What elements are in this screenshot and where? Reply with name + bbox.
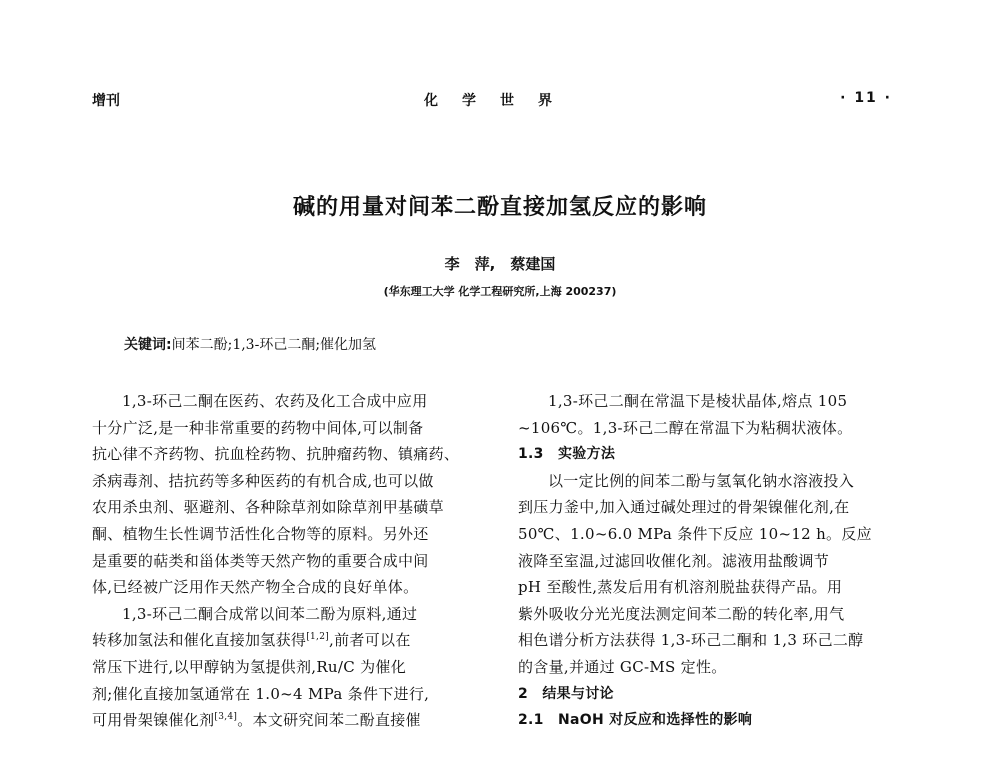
page-number: · 11 · bbox=[840, 90, 892, 106]
journal-issue-label: 增刊 bbox=[92, 93, 120, 109]
text-line: 抗心律不齐药物、抗血栓药物、抗肿瘤药物、镇痛药、 bbox=[92, 445, 460, 464]
text-line: 常压下进行,以甲醇钠为氢提供剂,Ru/C 为催化 bbox=[92, 657, 406, 676]
text-line: 1,3-环己二酮合成常以间苯二酚为原料,通过 bbox=[122, 604, 418, 623]
text-line: ~106℃。1,3-环己二醇在常温下为粘稠状液体。 bbox=[518, 418, 853, 437]
text-line: 1,3-环己二酮在医药、农药及化工合成中应用 bbox=[122, 392, 428, 410]
text-line: 杀病毒剂、拮抗药等多种医药的有机合成,也可以做 bbox=[92, 471, 434, 490]
text-line: 体,已经被广泛用作天然产物全合成的良好单体。 bbox=[92, 578, 419, 597]
citation-ref: [3,4] bbox=[214, 712, 238, 723]
text-line bbox=[92, 707, 484, 734]
text-line: 是重要的萜类和甾体类等天然产物的重要合成中间 bbox=[92, 551, 429, 570]
keywords-line bbox=[124, 334, 376, 354]
text-line: pH 至酸性,蒸发后用有机溶剂脱盐获得产品。用 bbox=[518, 578, 843, 597]
text-line: 到压力釜中,加入通过碱处理过的骨架镍催化剂,在 bbox=[518, 498, 850, 517]
text-span: ,前者可以在 bbox=[329, 631, 411, 650]
text-span: 。本文研究间苯二酚直接催 bbox=[237, 711, 421, 730]
text-span: 转移加氢法和催化直接加氢获得 bbox=[92, 631, 307, 650]
text-line: 农用杀虫剂、驱避剂、各种除草剂如除草剂甲基磺草 bbox=[92, 498, 444, 517]
text-line: 紫外吸收分光光度法测定间苯二酚的转化率,用气 bbox=[518, 604, 845, 623]
section-heading-2: 2 结果与讨论 bbox=[518, 685, 614, 702]
text-line: 的含量,并通过 GC-MS 定性。 bbox=[518, 657, 727, 676]
text-line: 液降至室温,过滤回收催化剂。滤液用盐酸调节 bbox=[518, 551, 830, 570]
authors: 李 萍, 蔡建国 bbox=[444, 255, 556, 273]
text-line: 十分广泛,是一种非常重要的药物中间体,可以制备 bbox=[92, 418, 424, 437]
affiliation: (华东理工大学 化学工程研究所,上海 200237) bbox=[383, 285, 617, 298]
keywords-label: 关键词: bbox=[124, 337, 172, 353]
text-line: 1,3-环己二酮在常温下是棱状晶体,熔点 105 bbox=[548, 392, 848, 410]
right-column bbox=[518, 388, 910, 734]
journal-name: 化学世界 bbox=[424, 93, 576, 109]
citation-ref: [1,2] bbox=[306, 632, 330, 643]
keywords-text: 间苯二酚;1,3-环己二酮;催化加氢 bbox=[171, 337, 377, 353]
text-line: 50℃、1.0~6.0 MPa 条件下反应 10~12 h。反应 bbox=[518, 524, 872, 543]
text-line: 以一定比例的间苯二酚与氢氧化钠水溶液投入 bbox=[548, 471, 855, 490]
article-title: 碱的用量对间苯二酚直接加氢反应的影响 bbox=[292, 195, 707, 220]
text-line: 酮、植物生长性调节活性化合物等的原料。另外还 bbox=[92, 524, 429, 543]
text-line: 相色谱分析方法获得 1,3-环己二酮和 1,3 环己二醇 bbox=[518, 631, 864, 650]
section-heading-1-3: 1.3 实验方法 bbox=[518, 446, 616, 463]
section-heading-2-1: 2.1 NaOH 对反应和选择性的影响 bbox=[518, 712, 753, 729]
text-line bbox=[92, 627, 484, 654]
text-span: 可用骨架镍催化剂 bbox=[92, 711, 215, 730]
left-column bbox=[92, 388, 484, 734]
text-line: 剂;催化直接加氢通常在 1.0~4 MPa 条件下进行, bbox=[92, 684, 430, 703]
